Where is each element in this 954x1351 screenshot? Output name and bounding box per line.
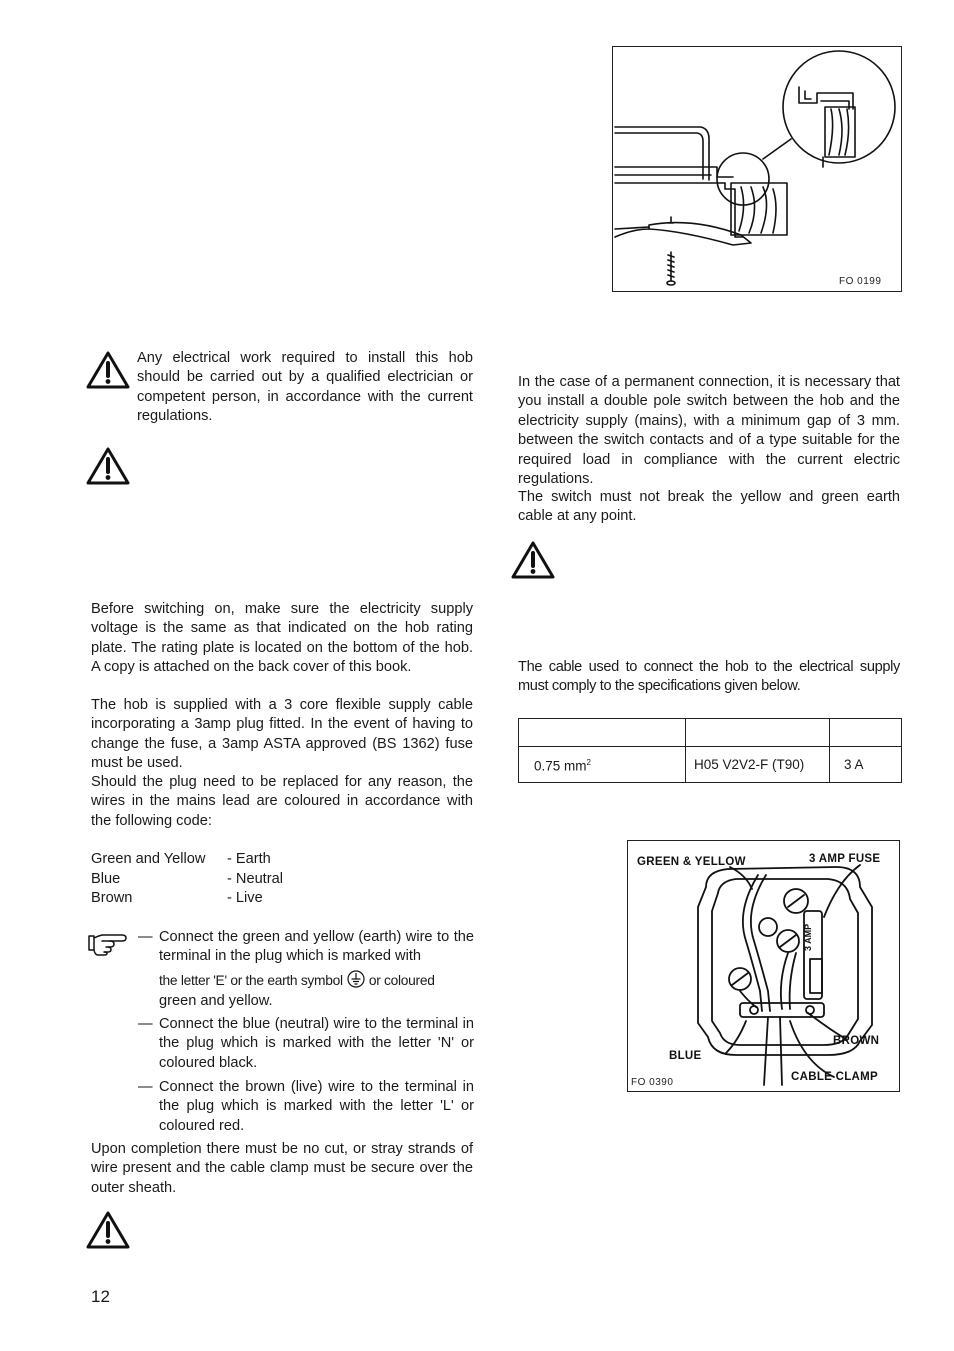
voltage-check-paragraph: Before switching on, make sure the electricity supply voltage is the same as that indicated on the hob rating plate. The rating plate is located on the bottom of the hob. A copy is attached on the back cover of this book.: [91, 601, 473, 676]
instruction-earth-line1: Connect the green and yellow (earth) wire to the terminal in the plug which is marked with: [159, 929, 474, 965]
figure-plug-wiring: [627, 840, 900, 1092]
table-header-cell: [830, 719, 902, 747]
pointing-hand-icon: [86, 930, 132, 956]
table-header-row: [519, 719, 902, 747]
dash: —: [138, 1079, 153, 1095]
label-3-amp-fuse: 3 AMP FUSE: [809, 853, 881, 865]
instruction-neutral: [138, 1015, 474, 1075]
supply-cable-paragraph: The hob is supplied with a 3 core flexible supply cable incorporating a 3amp plug fitted. In the event of having to change the fuse, a 3amp ASTA approved (BS 1362) fuse must be used.: [91, 697, 473, 772]
label-blue: BLUE: [669, 1050, 702, 1062]
cable-type: H05 V2V2-F (T90): [686, 747, 830, 783]
warning-qualified-electrician: Any electrical work required to install this hob should be carried out by a qualified electrician or competent person, in accordance with the current regulations.: [137, 350, 473, 425]
cable-section-cell: [519, 747, 686, 783]
figure-hob-fixing: [612, 46, 902, 292]
plug-replacement-paragraph: Should the plug need to be replaced for any reason, the wires in the mains lead are coloured in accordance with the following code:: [91, 774, 473, 829]
fuse-marking-label: 3 AMP: [803, 923, 813, 951]
instruction-live-text: Connect the brown (live) wire to the terminal in the plug which is marked with the letter 'L' or coloured red.: [159, 1079, 474, 1134]
instruction-neutral-text: Connect the blue (neutral) wire to the terminal in the plug which is marked with the letter 'N' or coloured black.: [159, 1016, 474, 1071]
table-row: [519, 747, 902, 783]
wire-function: - Earth: [227, 851, 271, 867]
cable-spec-paragraph: The cable used to connect the hob to the electrical supply must comply to the specifications given below.: [518, 659, 900, 695]
wire-colour: Brown: [91, 890, 133, 906]
warning-icon: [510, 540, 556, 580]
instruction-earth: [138, 928, 474, 1012]
wire-code-row: [91, 889, 351, 909]
wire-colour: Green and Yellow: [91, 851, 206, 867]
earth-cable-paragraph: The switch must not break the yellow and green earth cable at any point.: [518, 489, 900, 525]
dash: —: [138, 929, 153, 945]
completion-paragraph: Upon completion there must be no cut, or stray strands of wire present and the cable clamp must be secure over the outer sheath.: [91, 1141, 473, 1196]
label-brown: BROWN: [833, 1035, 880, 1047]
wire-function: - Neutral: [227, 871, 283, 887]
instruction-live: [138, 1078, 474, 1138]
instruction-earth-line3: green and yellow.: [159, 993, 273, 1009]
page-number: 12: [91, 1287, 110, 1306]
fuse-rating: 3 A: [830, 747, 902, 783]
figure-code: FO 0390: [631, 1077, 674, 1088]
cable-section-superscript: 2: [586, 758, 591, 768]
wire-code-row: [91, 850, 351, 870]
label-green-yellow: GREEN & YELLOW: [637, 856, 746, 868]
cable-spec-table: [518, 718, 902, 783]
dash: —: [138, 1016, 153, 1032]
wire-colour: Blue: [91, 871, 121, 887]
warning-icon: [85, 1210, 131, 1250]
figure-code: FO 0199: [839, 276, 882, 287]
warning-icon: [85, 446, 131, 486]
warning-icon: [85, 350, 131, 390]
table-header-cell: [686, 719, 830, 747]
wire-code-row: [91, 870, 351, 890]
table-header-cell: [519, 719, 686, 747]
cable-section: 0.75 mm: [534, 758, 587, 774]
earth-symbol-icon: [347, 970, 365, 988]
permanent-connection-paragraph: In the case of a permanent connection, it is necessary that you install a double pole switch between the hob and the electricity supply (mains), with a minimum gap of 3 mm. between the switch contacts and of a type suitable for the required load in compliance with the current electric regulations.: [518, 374, 900, 488]
instruction-earth-line2b: or coloured: [368, 973, 435, 988]
instruction-earth-line2: the letter 'E' or the earth symbol: [159, 973, 343, 988]
hob-fixing-drawing: [613, 47, 900, 290]
label-cable-clamp: CABLE CLAMP: [791, 1071, 878, 1083]
wire-function: - Live: [227, 890, 263, 906]
